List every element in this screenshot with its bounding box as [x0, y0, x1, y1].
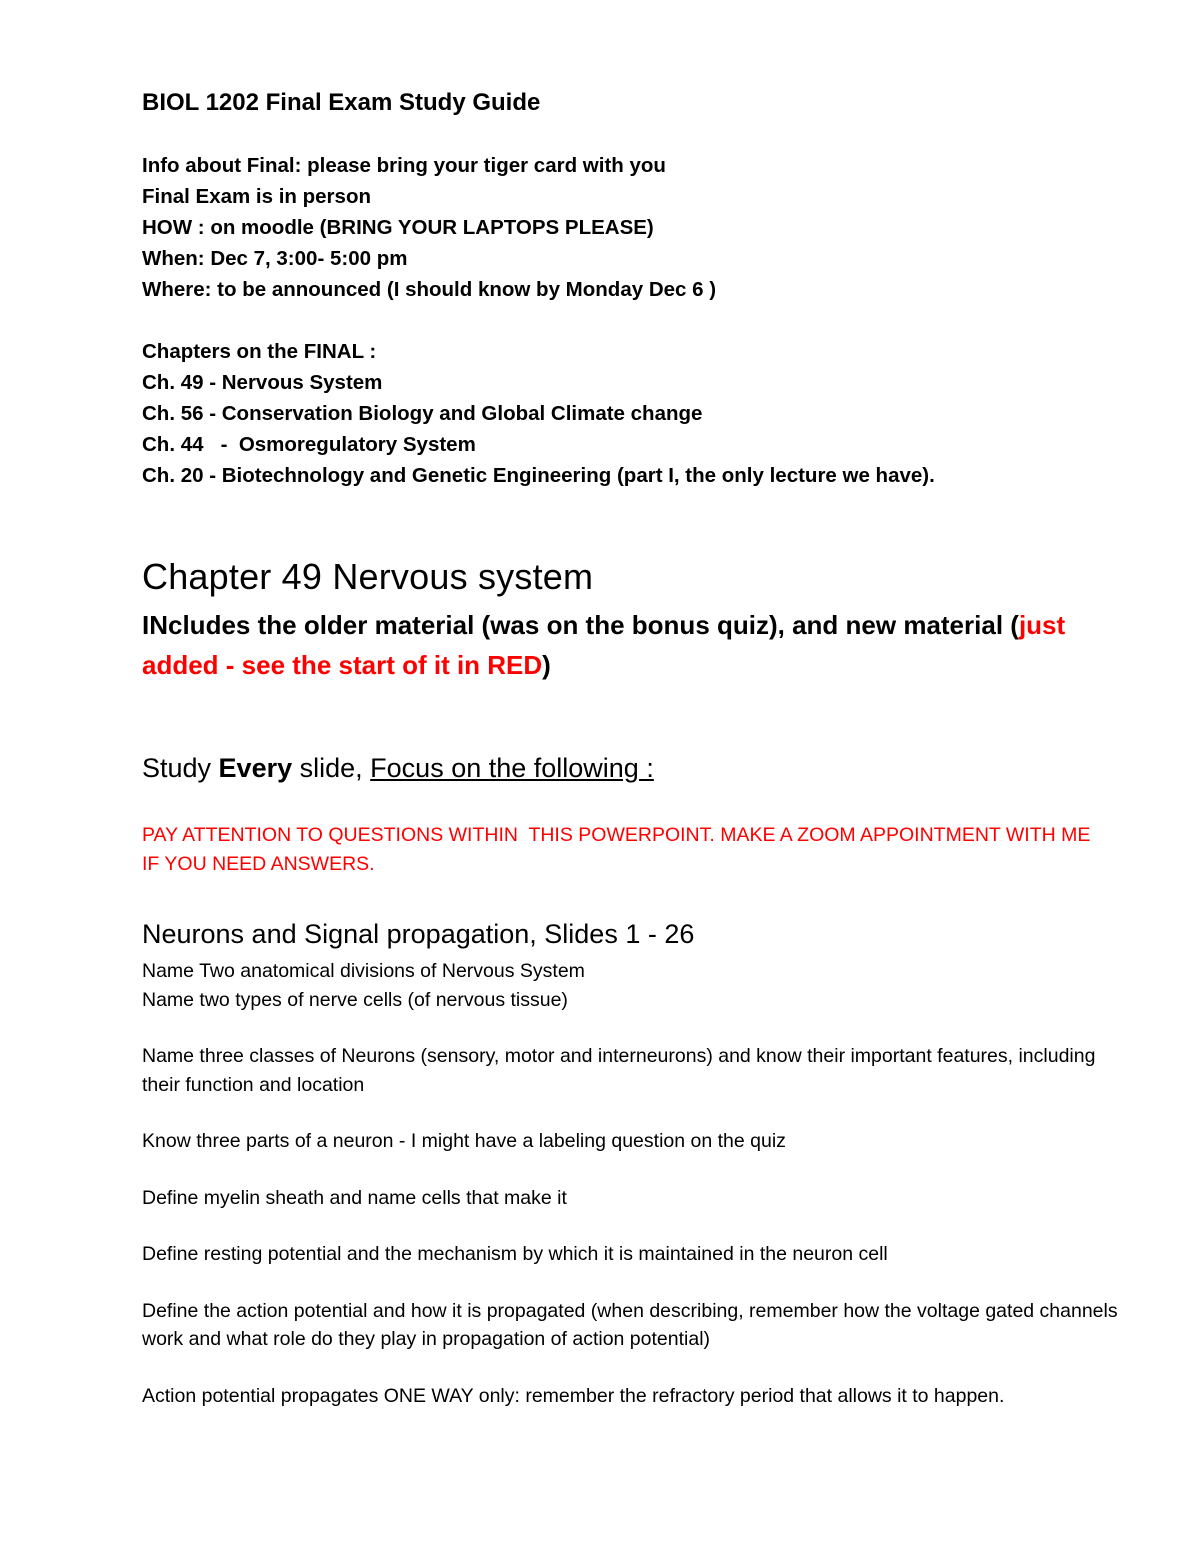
document-page — [142, 88, 1142, 1410]
question-item: Name three classes of Neurons (sensory, motor and interneurons) and know their important features, including their function and location — [142, 1045, 1096, 1096]
chapter-item-56: Ch. 56 - Conservation Biology and Global Climate change — [142, 402, 703, 425]
questions-list — [142, 957, 1122, 1410]
chapters-heading: Chapters on the FINAL : — [142, 340, 377, 363]
chapters-block — [142, 336, 1142, 491]
chapter-title: Chapter 49 Nervous system — [142, 556, 594, 597]
section-title: Neurons and Signal propagation, Slides 1 - 26 — [142, 919, 695, 949]
chapter-item-49: Ch. 49 - Nervous System — [142, 371, 383, 394]
info-line-when: When: Dec 7, 3:00- 5:00 pm — [142, 247, 408, 270]
question-item: Name two types of nerve cells (of nervous tissue) — [142, 988, 568, 1011]
includes-text: INcludes the older material (was on the bonus quiz), and new material ( — [142, 610, 1019, 640]
exam-info-block — [142, 150, 1142, 305]
chapter-item-44: Ch. 44 - Osmoregulatory System — [142, 433, 476, 456]
info-line-where: Where: to be announced (I should know by Monday Dec 6 ) — [142, 278, 717, 301]
info-line-how: HOW : on moodle (BRING YOUR LAPTOPS PLEASE) — [142, 216, 654, 239]
study-focus-underlined: Focus on the following : — [370, 753, 654, 783]
document-title: BIOL 1202 Final Exam Study Guide — [142, 89, 541, 116]
question-item: Action potential propagates ONE WAY only: remember the refractory period that allows it to happen. — [142, 1384, 1005, 1407]
includes-close: ) — [542, 650, 551, 680]
question-item: Define the action potential and how it is propagated (when describing, remember how the voltage gated channels work and what role do they play in propagation of action potential) — [142, 1299, 1118, 1350]
info-line-tiger-card: Info about Final: please bring your tiger card with you — [142, 154, 666, 177]
includes-red-text: just added - see the start of it in RED — [142, 610, 1066, 680]
question-item: Know three parts of a neuron - I might have a labeling question on the quiz — [142, 1130, 786, 1152]
question-item: Define resting potential and the mechanism by which it is maintained in the neuron cell — [142, 1243, 888, 1265]
info-line-in-person: Final Exam is in person — [142, 185, 371, 208]
question-item: Define myelin sheath and name cells that make it — [142, 1186, 567, 1209]
question-item: Name Two anatomical divisions of Nervous System — [142, 960, 585, 982]
study-bold-word: Every — [218, 753, 293, 783]
pay-attention-note: PAY ATTENTION TO QUESTIONS WITHIN THIS POWERPOINT. MAKE A ZOOM APPOINTMENT WITH ME IF YOU NEED ANSWERS. — [142, 824, 1096, 875]
study-middle: slide, — [292, 753, 371, 783]
chapter-item-20: Ch. 20 - Biotechnology and Genetic Engineering (part I, the only lecture we have). — [142, 464, 935, 487]
study-prefix: Study — [142, 753, 219, 783]
includes-note — [142, 605, 1142, 685]
study-instruction — [142, 751, 1142, 785]
